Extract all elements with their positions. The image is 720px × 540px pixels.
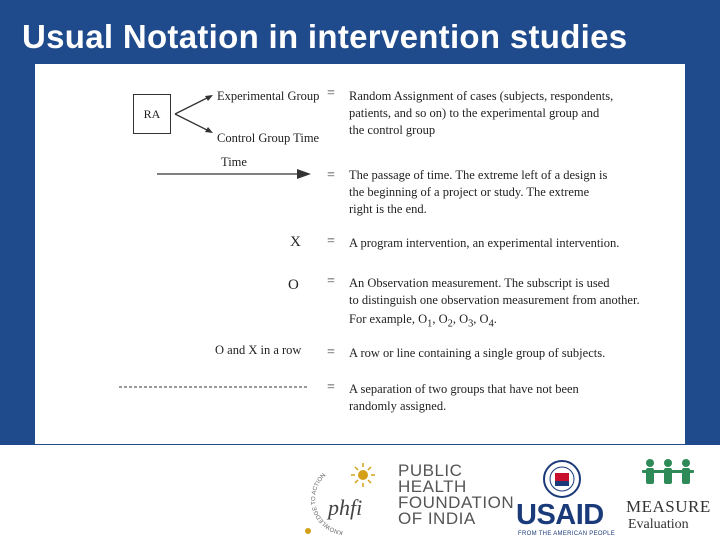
time-desc-line: The passage of time. The extreme left of a design is: [349, 168, 608, 182]
row-description: A row or line containing a single group of subjects.: [349, 346, 606, 360]
equals-sign: =: [327, 380, 335, 395]
o4-subscript: 4: [488, 318, 494, 330]
o3-subscript: 3: [468, 318, 474, 330]
usaid-seal-icon: [542, 459, 582, 499]
o-letter: O: [479, 312, 489, 326]
separator: ,: [473, 312, 480, 326]
ra-desc-line: the control group: [349, 123, 436, 137]
phfi-name-line: FOUNDATION: [398, 493, 515, 512]
x-description: A program intervention, an experimental intervention.: [349, 236, 620, 250]
usaid-logo: [512, 457, 616, 537]
ra-desc-line: Random Assignment of cases (subjects, respondents,: [349, 89, 614, 103]
phfi-mark: phfi: [328, 495, 363, 520]
phfi-emblem: [298, 457, 388, 539]
period: .: [493, 312, 497, 326]
x-symbol: X: [290, 234, 301, 250]
ra-description: [349, 88, 649, 139]
equals-sign: =: [327, 234, 335, 249]
o-example-line: [349, 311, 669, 333]
phfi-name-line: HEALTH: [398, 477, 467, 496]
phfi-name-line: OF INDIA: [398, 509, 476, 528]
sun-icon: [351, 463, 375, 487]
o2-subscript: 2: [447, 318, 453, 330]
ra-branch-arrows: [171, 90, 217, 138]
equals-sign: =: [327, 345, 335, 360]
control-group-time-label: Control Group Time: [217, 131, 320, 145]
phfi-name-block: [398, 463, 514, 527]
phfi-logo: [298, 457, 515, 537]
random-assignment-box: RA: [133, 94, 171, 134]
example-prefix: For example,: [349, 312, 419, 326]
separator: ,: [432, 312, 439, 326]
ra-desc-line: patients, and so on) to the experimental group and: [349, 106, 600, 120]
o1-subscript: 1: [427, 318, 433, 330]
measure-evaluation-text: Evaluation: [628, 517, 689, 532]
separator: ,: [452, 312, 460, 326]
dashed-description: [349, 381, 649, 415]
gold-dot-icon: [305, 528, 311, 534]
o-description: [349, 275, 669, 333]
o-letter: O: [438, 312, 448, 326]
time-description: [349, 167, 649, 218]
equals-sign: =: [327, 168, 335, 183]
equals-sign: =: [327, 274, 335, 289]
slide-title: Usual Notation in intervention studies: [22, 18, 628, 55]
o-and-x-in-a-row-label: O and X in a row: [215, 343, 302, 357]
people-icon: [638, 457, 698, 495]
phfi-ring-text: KNOWLEDGE TO ACTION: [311, 472, 344, 535]
measure-wordmark: MEASURE: [626, 497, 711, 516]
measure-evaluation-logo: [624, 455, 716, 539]
dashed-desc-line: randomly assigned.: [349, 399, 447, 413]
phfi-name-line: PUBLIC: [398, 461, 463, 480]
o-symbol: O: [288, 277, 299, 293]
logo-footer: [0, 445, 720, 540]
usaid-tagline: FROM THE AMERICAN PEOPLE: [518, 531, 616, 537]
time-arrow: [155, 166, 315, 182]
equals-sign: =: [327, 86, 335, 101]
dashed-separator-line: [119, 384, 309, 390]
time-desc-line: right is the end.: [349, 202, 427, 216]
o-desc-line: to distinguish one observation measurement from another.: [349, 293, 640, 307]
time-label: Time: [221, 155, 247, 169]
notation-figure: [35, 64, 685, 444]
o-letter: O: [459, 312, 469, 326]
usaid-wordmark: USAID: [516, 499, 604, 531]
experimental-group-label: Experimental Group: [217, 89, 320, 103]
o-desc-line: An Observation measurement. The subscript is used: [349, 276, 610, 290]
time-desc-line: the beginning of a project or study. The extreme: [349, 185, 590, 199]
o-letter: O: [418, 312, 428, 326]
dashed-desc-line: A separation of two groups that have not been: [349, 382, 579, 396]
